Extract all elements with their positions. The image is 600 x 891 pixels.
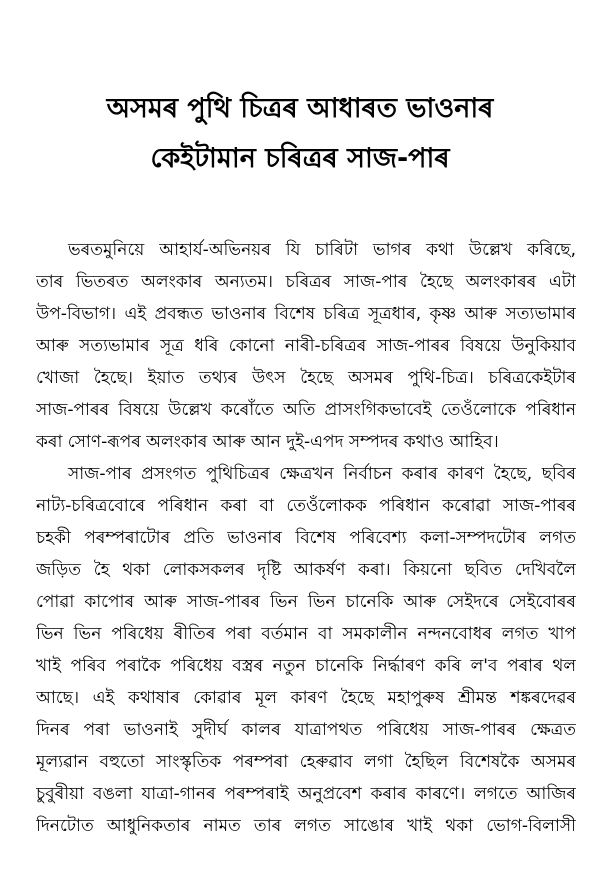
text-line: দিনটোত আধুনিকতাৰ নামত তাৰ লগত সাঙোৰ খাই থকা ভোগ-বিলাসী: [36, 816, 576, 836]
title-line-1: অসমৰ পুথি চিত্ৰৰ আধাৰত ভাওনাৰ: [106, 93, 494, 124]
text-line: ভৰতমুনিয়ে আহাৰ্য-অভিনয়ৰ যি চাৰিটা ভাগৰ কথা উল্লেখ কৰিছে,: [68, 240, 576, 260]
text-line: সাজ-পাৰ প্ৰসংগত পুথিচিত্ৰৰ ক্ষেত্ৰখন নিৰ্বাচন কৰাৰ কাৰণ হৈছে, ছবিৰ: [68, 464, 576, 484]
text-line: আছে। এই কথাষাৰ কোৱাৰ মূল কাৰণ হৈছে মহাপুৰুষ শ্ৰীমন্ত শঙ্কৰদেৱৰ: [36, 688, 576, 708]
text-line: পোৱা কাপোৰ আৰু সাজ-পাৰৰ ভিন ভিন চানেকি আৰু সেইদৰে সেইবোৰৰ: [36, 592, 576, 612]
text-line: দিনৰ পৰা ভাওনাই সুদীৰ্ঘ কালৰ যাত্ৰাপথত পৰিধেয় সাজ-পাৰৰ ক্ষেত্ৰত: [36, 720, 576, 740]
text-line: উপ-বিভাগ। এই প্ৰবন্ধত ভাওনাৰ বিশেষ চৰিত্ৰ সূত্ৰধাৰ, কৃষ্ণ আৰু সত্যভামাৰ: [36, 304, 576, 324]
title-line-2: কেইটামান চৰিত্ৰৰ সাজ-পাৰ: [150, 143, 450, 174]
text-line: খাই পৰিব পৰাকৈ পৰিধেয় বস্ত্ৰৰ নতুন চানেকি নিৰ্দ্ধাৰণ কৰি ল'ব পৰাৰ থল: [36, 656, 576, 676]
article-title: [0, 84, 600, 184]
text-line: কৰা সোণ-ৰূপৰ অলংকাৰ আৰু আন দুই-এপদ সম্পদৰ কথাও আহিব।: [36, 432, 499, 452]
paragraph-1: [36, 234, 576, 458]
article-body: [36, 234, 576, 842]
text-line: নাট্য-চৰিত্ৰবোৰে পৰিধান কৰা বা তেওঁলোকক পৰিধান কৰোৱা সাজ-পাৰৰ: [36, 496, 576, 516]
paragraph-2: [36, 458, 576, 842]
text-line: খোজা হৈছে। ইয়াত তথ্যৰ উৎস হৈছে অসমৰ পুথি-চিত্ৰ। চৰিত্ৰকেইটাৰ: [36, 368, 576, 388]
text-line: সাজ-পাৰৰ বিষয়ে উল্লেখ কৰোঁতে অতি প্ৰাসংগিকভাবেই তেওঁলোকে পৰিধান: [36, 400, 576, 420]
text-line: ভিন ভিন পৰিধেয় ৰীতিৰ পৰা বৰ্তমান বা সমকালীন নন্দনবোধৰ লগত খাপ: [36, 624, 576, 644]
text-line: তাৰ ভিতৰত অলংকাৰ অন্যতম। চৰিত্ৰৰ সাজ-পাৰ হৈছে অলংকাৰৰ এটা: [36, 272, 576, 292]
text-line: জড়িত হৈ থকা লোকসকলৰ দৃষ্টি আকৰ্ষণ কৰা। কিয়নো ছবিত দেখিবলৈ: [36, 560, 576, 580]
text-line: মূল্যৱান বহুতো সাংস্কৃতিক পৰম্পৰা হেৰুৱাব লগা হৈছিল বিশেষকৈ অসমৰ: [36, 752, 576, 772]
text-line: আৰু সত্যভামাৰ সূত্ৰ ধৰি কোনো নাৰী-চৰিত্ৰৰ সাজ-পাৰৰ বিষয়ে উনুকিয়াব: [36, 336, 576, 356]
text-line: চহকী পৰম্পৰাটোৰ প্ৰতি ভাওনাৰ বিশেষ পৰিবেশ্য কলা-সম্পদটোৰ লগত: [36, 528, 576, 548]
text-line: চুবুৰীয়া বঙলা যাত্ৰা-গানৰ পৰম্পৰাই অনুপ্ৰবেশ কৰাৰ কাৰণে। লগতে আজিৰ: [36, 784, 576, 804]
